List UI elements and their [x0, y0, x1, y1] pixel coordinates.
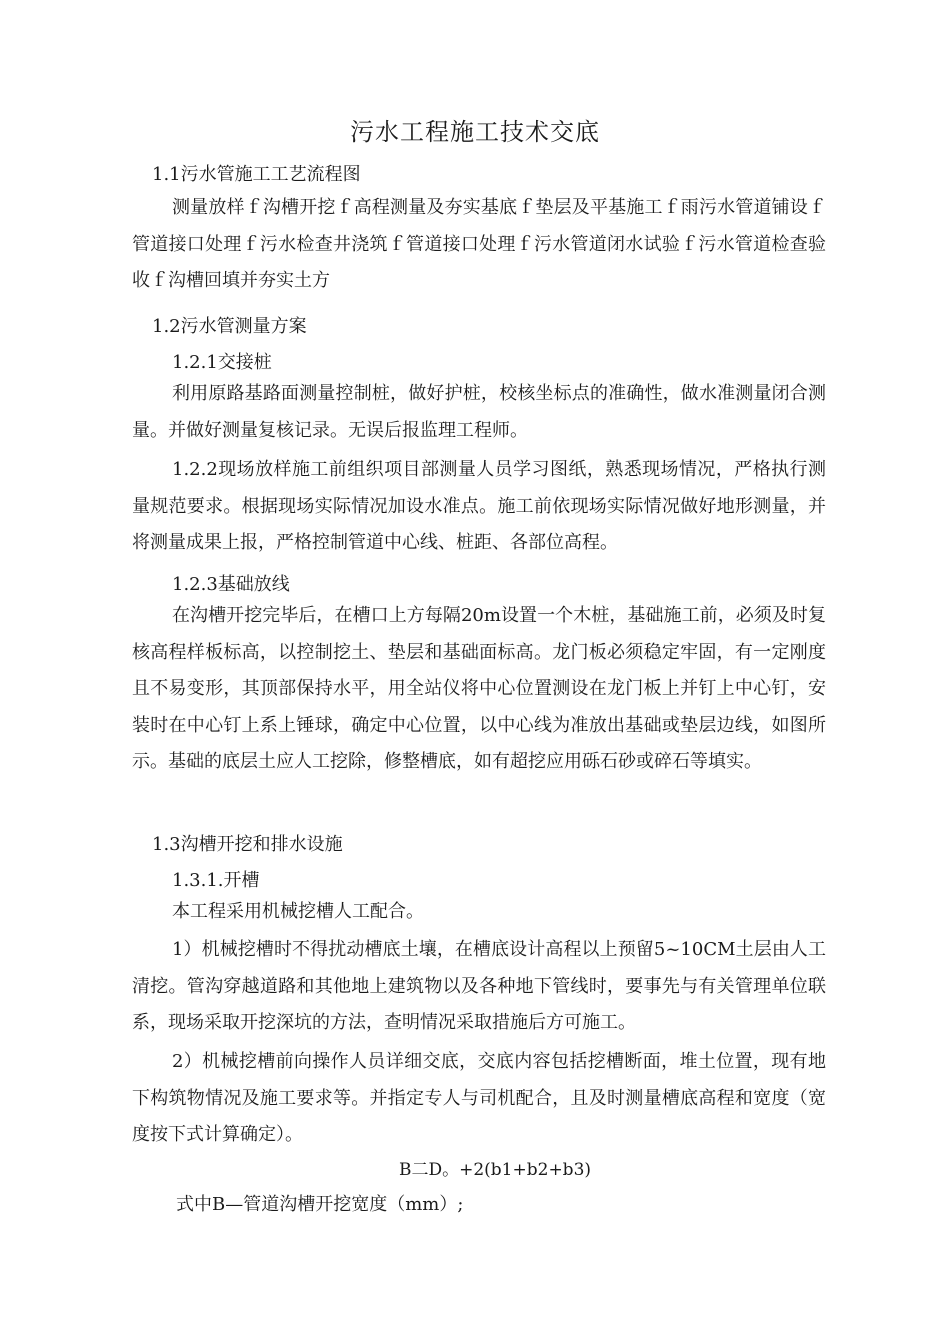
- subsection-1-2-3-body: 在沟槽开挖完毕后，在槽口上方每隔20m设置一个木桩，基础施工前，必须及时复核高程样板标高，以控制挖土、垫层和基础面标高。龙门板必须稳定牢固，有一定刚度且不易变形，其顶部保持水平，用全站仪将中心位置测设在龙门板上并钉上中心钉，安装时在中心钉上系上锤球，确定中心位置，以中心线为准放出基础或垫层边线，如图所示。基础的底层土应人工挖除，修整槽底，如有超挖应用砾石砂或碎石等填实。: [132, 605, 826, 772]
- subsection-1-2-2-body: 1.2.2现场放样施工前组织项目部测量人员学习图纸，熟悉现场情况，严格执行测量规范要求。根据现场实际情况加设水准点。施工前依现场实际情况做好地形测量，并将测量成果上报，严格控制管道中心线、桩距、各部位高程。: [132, 459, 826, 553]
- section-heading-1-1: 1.1污水管施工工艺流程图: [152, 164, 361, 185]
- section-1-3-intro: 本工程采用机械挖槽人工配合。: [172, 901, 424, 922]
- subsection-1-2-1-body: 利用原路基路面测量控制桩，做好护桩，校核坐标点的准确性，做水准测量闭合测量。并做好测量复核记录。无误后报监理工程师。: [132, 383, 826, 441]
- document-title: 污水工程施工技术交底: [350, 118, 600, 146]
- section-1-3-item-1: 1）机械挖槽时不得扰动槽底土壤，在槽底设计高程以上预留5~10CM土层由人工清挖。管沟穿越道路和其他地上建筑物以及各种地下管线时，要事先与有关管理单位联系，现场采取开挖深坑的方法，查明情况采取措施后方可施工。: [132, 939, 826, 1033]
- section-1-1-body: 测量放样ｆ沟槽开挖ｆ高程测量及夯实基底ｆ垫层及平基施工ｆ雨污水管道铺设ｆ管道接口处理ｆ污水检查井浇筑ｆ管道接口处理ｆ污水管道闭水试验ｆ污水管道检查验收ｆ沟槽回填并夯实土方: [132, 197, 826, 291]
- subsection-heading-1-2-1: 1.2.1交接桩: [172, 352, 272, 373]
- subsection-heading-1-2-3: 1.2.3基础放线: [172, 574, 290, 595]
- formula-note: 式中B—管道沟槽开挖宽度（mm）;: [176, 1194, 464, 1215]
- section-heading-1-2: 1.2污水管测量方案: [152, 316, 307, 337]
- section-1-3-item-2: 2）机械挖槽前向操作人员详细交底，交底内容包括挖槽断面，堆土位置，现有地下构筑物情况及施工要求等。并指定专人与司机配合，且及时测量槽底高程和宽度（宽度按下式计算确定）。: [132, 1051, 826, 1145]
- subsection-heading-1-3-1: 1.3.1.开槽: [172, 870, 260, 891]
- section-heading-1-3: 1.3沟槽开挖和排水设施: [152, 834, 343, 855]
- width-formula: B二D。+2(b1+b2+b3): [398, 1160, 592, 1180]
